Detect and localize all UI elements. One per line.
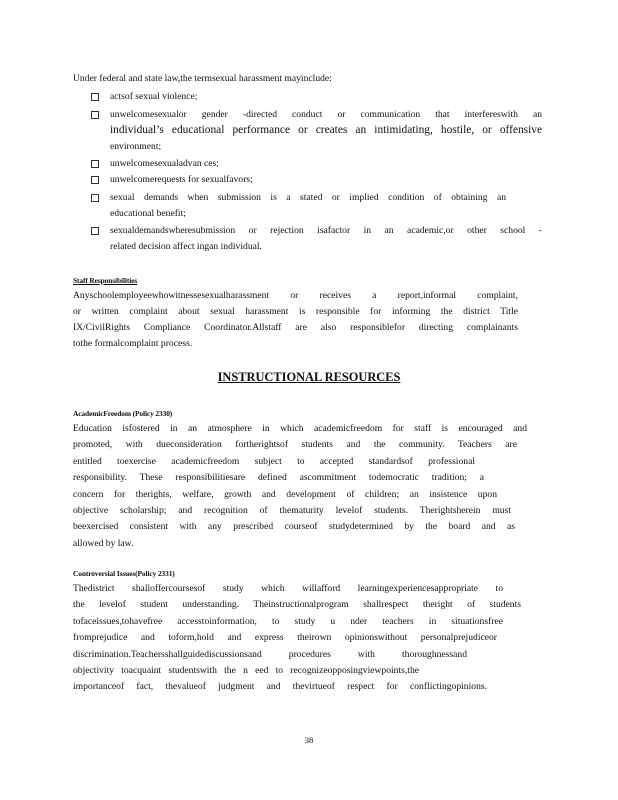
list-item-continuation: individual’s educational performance or creates an intimidating, hostile, or offensive — [110, 124, 542, 136]
section-title: INSTRUCTIONAL RESOURCES — [217, 370, 401, 384]
list-item: sexual demands when submission is a stated or implied condition of obtaining an — [110, 192, 506, 203]
academic-freedom-heading: AcademicFreedom (Policy 2330) — [73, 409, 173, 418]
paragraph-line: importanceof fact, thevalueof judgment and thevirtueof respect for conflictingopinions. — [73, 681, 487, 692]
paragraph-line: the levelof student understanding. Theinstructionalprogram shallrespect theright of students — [73, 599, 521, 610]
intro-text: Under federal and state law,the termsexual harassment mayinclude: — [73, 73, 332, 84]
list-item-continuation: environment; — [110, 141, 162, 152]
paragraph-line: tothe formalcomplaint process. — [73, 338, 193, 349]
checkbox-bullet-icon — [91, 176, 99, 184]
list-item: sexualdemandswheresubmission or rejection isafactor in an academic,or other school - — [110, 225, 542, 236]
paragraph-line: allowed by law. — [73, 538, 134, 549]
paragraph-line: Anyschoolemployeewhowitnessesexualharassment or receives a report,informal complaint, — [73, 290, 518, 301]
checkbox-bullet-icon — [91, 227, 99, 235]
paragraph-line: Thedistrict shalloffercoursesof study which willafford learningexperiencesappropriate to — [73, 583, 503, 594]
list-item: unwelcomesexualadvan ces; — [110, 158, 219, 169]
paragraph-line: fromprejudice and toform,hold and express theirown opinionswithout personalprejudiceor — [73, 632, 497, 643]
list-item: unwelcomerequests for sexualfavors; — [110, 174, 253, 185]
checkbox-bullet-icon — [91, 160, 99, 168]
list-item: actsof sexual violence; — [110, 91, 198, 102]
checkbox-bullet-icon — [91, 194, 99, 202]
paragraph-line: concern for therights, welfare, growth and development of children; an insistence upon — [73, 489, 497, 500]
paragraph-line: responsibility. These responsibilitiesare defined ascommitment todemocratic tradition; a — [73, 472, 484, 483]
page-number: 38 — [304, 735, 314, 745]
paragraph-line: beexercised consistent with any prescribed courseof studydetermined by the board and as — [73, 521, 515, 532]
paragraph-line: promoted, with dueconsideration fortherightsof students and the community. Teachers are — [73, 439, 517, 450]
paragraph-line: IX/CivilRights Compliance Coordinator.Allstaff are also responsiblefor directing complainants — [73, 322, 518, 333]
controversial-issues-heading: Controversial Issues(Policy 2331) — [73, 569, 175, 578]
list-item: unwelcomesexualor gender -directed conduct or communication that interfereswith an — [110, 109, 542, 120]
paragraph-line: entitled toexercise academicfreedom subject to accepted standardsof professional — [73, 456, 475, 467]
paragraph-line: or written complaint about sexual harassment is responsible for informing the district Title — [73, 306, 518, 317]
list-item-continuation: related decision affect ingan individual. — [110, 241, 262, 252]
paragraph-line: objectivity toacquaint studentswith the n eed to recognizeopposingviewpoints,the — [73, 665, 419, 676]
list-item-continuation: educational benefit; — [110, 208, 186, 219]
checkbox-bullet-icon — [91, 93, 99, 101]
checkbox-bullet-icon — [91, 111, 99, 119]
staff-heading: Staff Responsibilities — [73, 276, 138, 285]
paragraph-line: objective scholarship; and recognition of thematurity levelof students. Therightsherein must — [73, 505, 511, 516]
paragraph-line: tofaceissues,tohavefree accesstoinformation, to study u nder teachers in situationsfree — [73, 616, 503, 627]
paragraph-line: Education isfostered in an atmosphere in which academicfreedom for staff is encouraged and — [73, 423, 527, 434]
paragraph-line: discrimination.Teachersshallguidediscussionsand procedures with thoroughnessand — [73, 649, 467, 660]
